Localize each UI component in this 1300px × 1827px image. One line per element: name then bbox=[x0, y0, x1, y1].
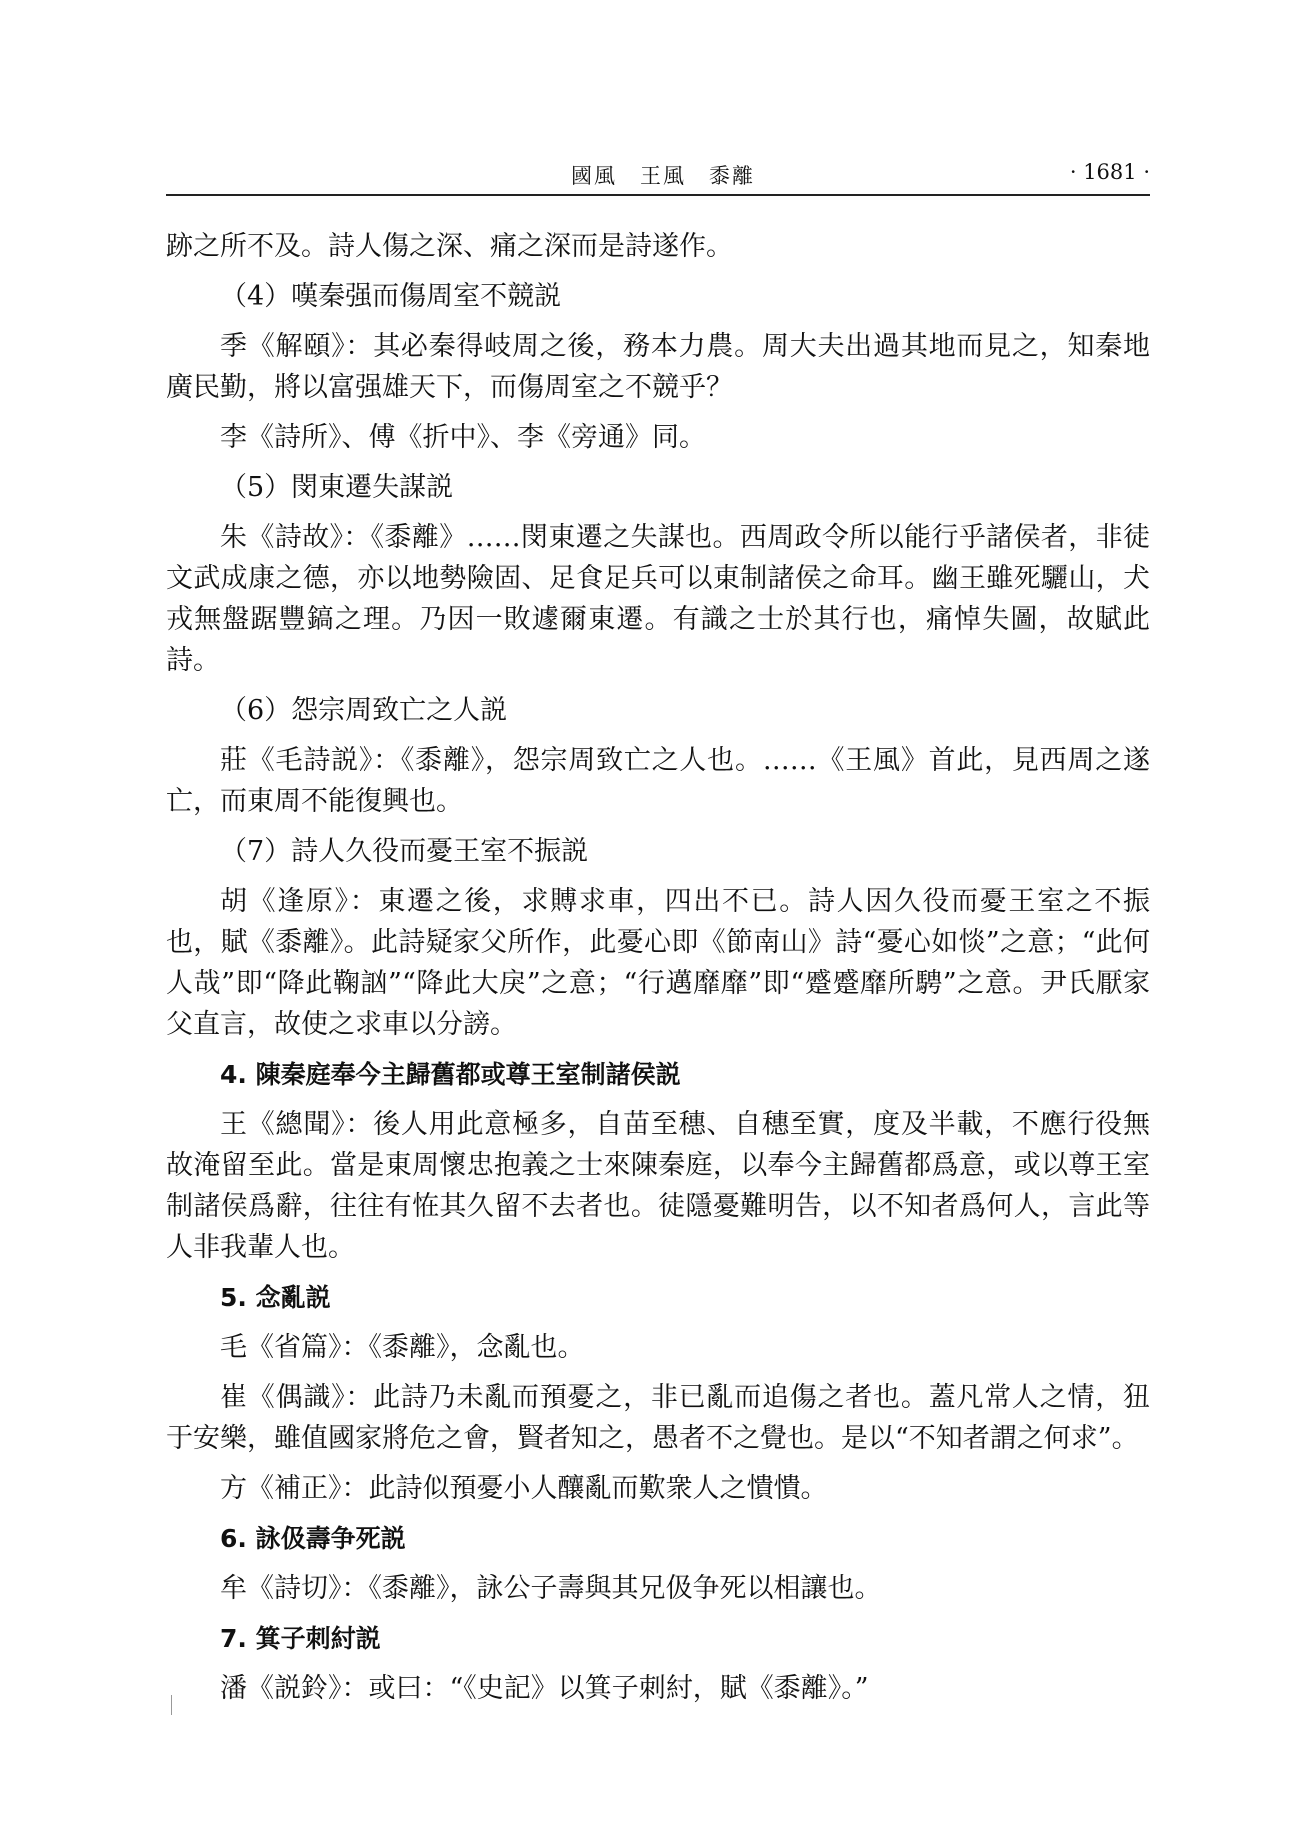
section-heading-6: 6. 詠伋壽争死説 bbox=[220, 1524, 406, 1553]
subheading-4: （4）嘆秦强而傷周室不競説 bbox=[220, 281, 562, 312]
subheading-7: （7）詩人久役而憂王室不振説 bbox=[220, 836, 589, 867]
paragraph-wang-zongwen: 王《總聞》：後人用此意極多，自苗至穗、自穗至實，度及半載，不應行役無故淹留至此。當是東周懷忠抱義之士來陳秦庭，以奉今主歸舊都爲意，或以尊王室制諸侯爲辭，往往有恠其久留不去者也。徒隱憂難明告，以不知者爲何人，言此等人非我輩人也。 bbox=[166, 1109, 1150, 1263]
paragraph-zhuang-maoshishuo: 莊《毛詩説》：《黍離》，怨宗周致亡之人也。……《王風》首此，見西周之遂亡，而東周不能復興也。 bbox=[166, 745, 1150, 817]
paragraph-mao-shengpian: 毛《省篇》：《黍離》，念亂也。 bbox=[220, 1332, 585, 1363]
subheading-6: （6）怨宗周致亡之人説 bbox=[220, 695, 508, 726]
body-text bbox=[166, 226, 1150, 1718]
running-header bbox=[166, 160, 1150, 192]
section-heading-4: 4. 陳秦庭奉今主歸舊都或尊王室制諸侯説 bbox=[220, 1060, 681, 1089]
header-rule bbox=[166, 194, 1150, 196]
page-number: · 1681 · bbox=[1069, 160, 1150, 184]
paragraph-fang-buzheng: 方《補正》：此詩似預憂小人釀亂而歎衆人之憒憒。 bbox=[220, 1473, 828, 1504]
paragraph-hu-fengyuan: 胡《逢原》：東遷之後，求賻求車，四出不已。詩人因久役而憂王室之不振也，賦《黍離》。此詩疑家父所作，此憂心即《節南山》詩“憂心如惔”之意；“此何人哉”即“降此鞠訩”“降此大戾”之意；“行邁靡靡”即“蹙蹙靡所騁”之意。尹氏厭家父直言，故使之求車以分謗。 bbox=[166, 886, 1150, 1040]
section-heading-5: 5. 念亂説 bbox=[220, 1283, 331, 1312]
margin-mark bbox=[171, 1695, 172, 1715]
section-heading-7: 7. 箕子刺紂説 bbox=[220, 1624, 381, 1653]
paragraph-pan-shuoling: 潘《説鈴》：或曰：“《史記》以箕子刺紂，賦《黍離》。” bbox=[220, 1673, 869, 1704]
paragraph-li-shisuo: 李《詩所》、傅《折中》、李《旁通》同。 bbox=[220, 422, 706, 453]
paragraph-zhu-shigu: 朱《詩故》：《黍離》……閔東遷之失謀也。西周政令所以能行乎諸侯者，非徒文武成康之德，亦以地勢險固、足食足兵可以東制諸侯之命耳。幽王雖死驪山，犬戎無盤踞豐鎬之理。乃因一敗遽爾東遷。有識之士於其行也，痛悼失圖，故賦此詩。 bbox=[166, 522, 1150, 676]
paragraph-cui-oushi: 崔《偶識》：此詩乃未亂而預憂之，非已亂而追傷之者也。蓋凡常人之情，狃于安樂，雖值國家將危之會，賢者知之，愚者不之覺也。是以“不知者謂之何求”。 bbox=[166, 1382, 1150, 1454]
running-title: 國風 王風 黍離 bbox=[571, 164, 755, 188]
paragraph-mou-shiqie: 牟《詩切》：《黍離》，詠公子壽與其兄伋争死以相讓也。 bbox=[220, 1573, 882, 1604]
paragraph-continuation: 跡之所不及。詩人傷之深、痛之深而是詩遂作。 bbox=[166, 231, 733, 262]
paragraph-ji-jieyi: 季《解頤》：其必秦得岐周之後，務本力農。周大夫出過其地而見之，知秦地廣民勤，將以富强雄天下，而傷周室之不競乎？ bbox=[166, 331, 1150, 403]
subheading-5: （5）閔東遷失謀説 bbox=[220, 472, 454, 503]
